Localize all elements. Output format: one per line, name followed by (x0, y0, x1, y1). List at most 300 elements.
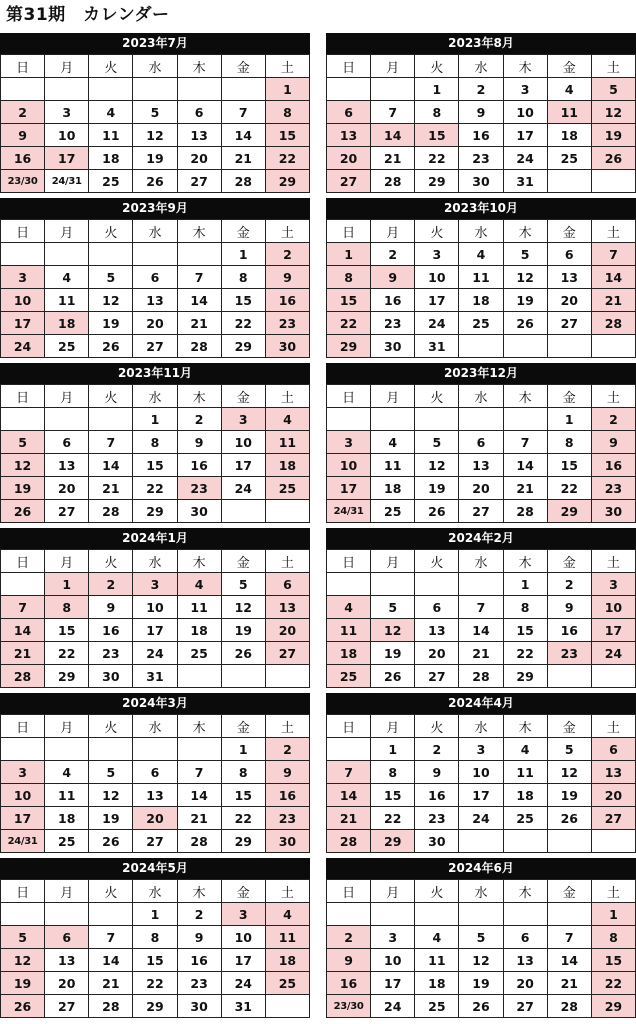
day-cell (133, 243, 177, 266)
day-cell: 17 (133, 619, 177, 642)
week-row (1, 124, 310, 147)
week-row (1, 784, 310, 807)
day-cell: 26 (459, 995, 503, 1018)
holiday-day-cell: 6 (45, 926, 89, 949)
week-row (1, 995, 310, 1018)
day-cell (503, 830, 547, 853)
day-cell: 26 (89, 830, 133, 853)
day-cell (89, 243, 133, 266)
day-cell: 18 (177, 619, 221, 642)
day-cell: 19 (459, 972, 503, 995)
day-cell: 12 (503, 266, 547, 289)
day-cell (177, 665, 221, 688)
day-cell: 4 (503, 738, 547, 761)
day-cell: 5 (89, 266, 133, 289)
day-cell: 6 (133, 266, 177, 289)
holiday-day-cell: 11 (547, 101, 591, 124)
week-row (1, 642, 310, 665)
holiday-day-cell: 9 (591, 431, 635, 454)
holiday-day-cell: 7 (1, 596, 45, 619)
day-cell: 6 (45, 431, 89, 454)
month-calendar (326, 33, 636, 196)
day-cell: 25 (177, 642, 221, 665)
day-cell (133, 78, 177, 101)
day-cell: 21 (503, 477, 547, 500)
day-cell: 23 (371, 312, 415, 335)
weekday-header-row (1, 880, 310, 903)
day-cell: 22 (45, 642, 89, 665)
week-row (327, 995, 636, 1018)
weekday-header: 火 (89, 880, 133, 903)
day-cell: 1 (415, 78, 459, 101)
holiday-day-cell: 1 (45, 573, 89, 596)
day-cell: 2 (459, 78, 503, 101)
holiday-day-cell: 23 (177, 477, 221, 500)
day-cell: 4 (547, 78, 591, 101)
day-cell: 18 (89, 147, 133, 170)
weekday-header-row (1, 55, 310, 78)
day-cell (1, 573, 45, 596)
day-cell: 19 (89, 807, 133, 830)
day-cell: 24 (221, 477, 265, 500)
day-cell: 29 (415, 170, 459, 193)
day-cell (547, 903, 591, 926)
day-cell: 11 (415, 949, 459, 972)
day-cell: 19 (133, 147, 177, 170)
day-cell (503, 903, 547, 926)
day-cell: 5 (415, 431, 459, 454)
weekday-header-row (327, 385, 636, 408)
month-table (326, 219, 636, 358)
day-cell: 2 (177, 903, 221, 926)
day-cell: 7 (371, 101, 415, 124)
calendar-grid (0, 33, 636, 1021)
day-cell: 7 (177, 761, 221, 784)
day-cell: 4 (415, 926, 459, 949)
day-cell: 2 (547, 573, 591, 596)
day-cell: 12 (459, 949, 503, 972)
week-row (1, 761, 310, 784)
month-title: 2023年11月 (0, 363, 310, 384)
weekday-header: 日 (1, 550, 45, 573)
day-cell: 5 (459, 926, 503, 949)
weekday-header: 日 (327, 55, 371, 78)
weekday-header: 木 (177, 220, 221, 243)
day-cell: 11 (371, 454, 415, 477)
weekday-header: 金 (221, 715, 265, 738)
weekday-header: 水 (133, 55, 177, 78)
holiday-day-cell: 17 (1, 807, 45, 830)
day-cell (89, 408, 133, 431)
day-cell: 11 (459, 266, 503, 289)
day-cell (371, 573, 415, 596)
day-cell: 13 (459, 454, 503, 477)
weekday-header: 日 (1, 385, 45, 408)
holiday-day-cell: 8 (45, 596, 89, 619)
week-row (327, 335, 636, 358)
holiday-day-cell: 18 (45, 312, 89, 335)
month-table (326, 384, 636, 523)
holiday-day-cell: 4 (265, 408, 309, 431)
week-row (327, 454, 636, 477)
holiday-day-cell: 26 (1, 500, 45, 523)
day-cell: 13 (45, 454, 89, 477)
holiday-day-cell: 9 (265, 266, 309, 289)
day-cell: 7 (547, 926, 591, 949)
month-title: 2023年7月 (0, 33, 310, 54)
week-row (1, 170, 310, 193)
week-row (1, 738, 310, 761)
day-cell: 24 (415, 312, 459, 335)
holiday-day-cell: 2 (89, 573, 133, 596)
day-cell: 16 (177, 949, 221, 972)
day-cell: 1 (221, 738, 265, 761)
day-cell (45, 78, 89, 101)
day-cell: 7 (503, 431, 547, 454)
holiday-day-cell: 9 (265, 761, 309, 784)
day-cell: 24 (503, 147, 547, 170)
weekday-header-row (327, 220, 636, 243)
holiday-day-cell: 20 (265, 619, 309, 642)
holiday-day-cell: 14 (1, 619, 45, 642)
holiday-day-cell: 22 (591, 972, 635, 995)
holiday-day-cell: 23 (547, 642, 591, 665)
weekday-header: 日 (327, 550, 371, 573)
week-row (1, 78, 310, 101)
day-cell: 11 (177, 596, 221, 619)
month-calendar (326, 198, 636, 361)
day-cell (1, 738, 45, 761)
page-title: 第31期 カレンダー (6, 5, 170, 25)
holiday-day-cell: 4 (177, 573, 221, 596)
day-cell: 15 (547, 454, 591, 477)
month-table (0, 714, 310, 853)
holiday-day-cell: 21 (591, 289, 635, 312)
weekday-header: 土 (265, 385, 309, 408)
week-row (327, 642, 636, 665)
day-cell: 1 (133, 903, 177, 926)
day-cell: 20 (503, 972, 547, 995)
day-cell: 6 (133, 761, 177, 784)
weekday-header: 木 (177, 880, 221, 903)
holiday-day-cell: 22 (265, 147, 309, 170)
day-cell (415, 903, 459, 926)
holiday-day-cell: 18 (265, 949, 309, 972)
day-cell: 8 (221, 266, 265, 289)
day-cell: 3 (45, 101, 89, 124)
weekday-header: 月 (371, 550, 415, 573)
day-cell: 14 (503, 454, 547, 477)
month-table (326, 714, 636, 853)
day-cell: 29 (133, 500, 177, 523)
weekday-header: 日 (327, 715, 371, 738)
day-cell: 20 (45, 477, 89, 500)
month-title: 2023年8月 (326, 33, 636, 54)
day-cell: 21 (177, 312, 221, 335)
weekday-header: 水 (459, 550, 503, 573)
holiday-day-cell: 8 (265, 101, 309, 124)
day-cell: 22 (547, 477, 591, 500)
day-cell: 13 (415, 619, 459, 642)
day-cell: 22 (415, 147, 459, 170)
holiday-day-cell: 14 (327, 784, 371, 807)
day-cell: 17 (221, 949, 265, 972)
month-calendar (326, 363, 636, 526)
day-cell: 15 (221, 289, 265, 312)
day-cell: 26 (371, 665, 415, 688)
day-cell: 4 (371, 431, 415, 454)
day-cell (591, 335, 635, 358)
day-cell: 13 (45, 949, 89, 972)
day-cell: 21 (89, 972, 133, 995)
day-cell: 25 (371, 500, 415, 523)
holiday-day-cell: 25 (327, 665, 371, 688)
holiday-day-cell: 29 (327, 335, 371, 358)
day-cell: 1 (503, 573, 547, 596)
weekday-header-row (1, 220, 310, 243)
day-cell: 29 (221, 830, 265, 853)
holiday-day-cell: 23/30 (327, 995, 371, 1018)
day-cell: 13 (177, 124, 221, 147)
day-cell: 17 (415, 289, 459, 312)
day-cell: 30 (459, 170, 503, 193)
weekday-header: 日 (1, 220, 45, 243)
holiday-day-cell: 18 (265, 454, 309, 477)
day-cell (89, 903, 133, 926)
day-cell (547, 335, 591, 358)
weekday-header: 土 (265, 220, 309, 243)
weekday-header: 火 (89, 220, 133, 243)
holiday-day-cell: 12 (1, 949, 45, 972)
week-row (327, 477, 636, 500)
day-cell (371, 78, 415, 101)
week-row (327, 170, 636, 193)
day-cell: 19 (547, 784, 591, 807)
holiday-day-cell: 26 (1, 995, 45, 1018)
day-cell (133, 738, 177, 761)
day-cell: 16 (177, 454, 221, 477)
week-row (1, 573, 310, 596)
day-cell: 7 (221, 101, 265, 124)
holiday-day-cell: 1 (327, 243, 371, 266)
weekday-header: 金 (221, 220, 265, 243)
day-cell: 16 (89, 619, 133, 642)
day-cell (221, 665, 265, 688)
holiday-day-cell: 4 (327, 596, 371, 619)
week-row (327, 243, 636, 266)
day-cell: 20 (415, 642, 459, 665)
day-cell: 14 (89, 949, 133, 972)
holiday-day-cell: 10 (1, 289, 45, 312)
holiday-day-cell: 30 (265, 830, 309, 853)
day-cell (45, 243, 89, 266)
day-cell: 9 (89, 596, 133, 619)
week-row (1, 477, 310, 500)
week-row (1, 972, 310, 995)
day-cell: 14 (547, 949, 591, 972)
day-cell: 14 (177, 784, 221, 807)
day-cell: 22 (133, 972, 177, 995)
month-calendar (0, 363, 310, 526)
day-cell: 20 (177, 147, 221, 170)
day-cell: 31 (221, 995, 265, 1018)
day-cell: 25 (89, 170, 133, 193)
day-cell: 24 (221, 972, 265, 995)
day-cell: 10 (221, 431, 265, 454)
day-cell: 23 (177, 972, 221, 995)
month-title: 2024年2月 (326, 528, 636, 549)
month-calendar (0, 693, 310, 856)
weekday-header-row (327, 550, 636, 573)
holiday-day-cell: 17 (327, 477, 371, 500)
day-cell (1, 243, 45, 266)
day-cell: 11 (45, 784, 89, 807)
month-table (0, 219, 310, 358)
holiday-day-cell: 1 (591, 903, 635, 926)
day-cell: 23 (89, 642, 133, 665)
day-cell (265, 995, 309, 1018)
holiday-day-cell: 21 (327, 807, 371, 830)
day-cell: 12 (133, 124, 177, 147)
day-cell: 27 (503, 995, 547, 1018)
day-cell (89, 78, 133, 101)
day-cell: 4 (45, 266, 89, 289)
day-cell: 8 (133, 431, 177, 454)
holiday-day-cell: 25 (265, 972, 309, 995)
week-row (327, 665, 636, 688)
day-cell: 15 (45, 619, 89, 642)
holiday-day-cell: 22 (327, 312, 371, 335)
week-row (1, 289, 310, 312)
day-cell: 14 (459, 619, 503, 642)
day-cell: 3 (371, 926, 415, 949)
holiday-day-cell: 3 (133, 573, 177, 596)
day-cell: 24 (371, 995, 415, 1018)
week-row (1, 266, 310, 289)
day-cell: 5 (133, 101, 177, 124)
holiday-day-cell: 12 (591, 101, 635, 124)
holiday-day-cell: 23 (591, 477, 635, 500)
month-table (0, 384, 310, 523)
day-cell: 30 (371, 335, 415, 358)
day-cell: 24 (133, 642, 177, 665)
day-cell: 1 (133, 408, 177, 431)
day-cell: 17 (459, 784, 503, 807)
holiday-day-cell: 8 (591, 926, 635, 949)
weekday-header-row (327, 715, 636, 738)
day-cell: 28 (221, 170, 265, 193)
holiday-day-cell: 20 (327, 147, 371, 170)
weekday-header: 土 (265, 55, 309, 78)
holiday-day-cell: 16 (327, 972, 371, 995)
day-cell (177, 78, 221, 101)
week-row (1, 596, 310, 619)
day-cell: 19 (221, 619, 265, 642)
weekday-header-row (1, 715, 310, 738)
day-cell: 26 (89, 335, 133, 358)
holiday-day-cell: 2 (327, 926, 371, 949)
weekday-header: 日 (327, 880, 371, 903)
day-cell: 13 (503, 949, 547, 972)
day-cell: 18 (547, 124, 591, 147)
weekday-header: 水 (133, 880, 177, 903)
weekday-header: 火 (415, 385, 459, 408)
week-row (1, 949, 310, 972)
day-cell (547, 830, 591, 853)
day-cell: 25 (459, 312, 503, 335)
weekday-header: 月 (45, 880, 89, 903)
week-row (1, 903, 310, 926)
day-cell: 7 (89, 431, 133, 454)
holiday-day-cell: 10 (1, 784, 45, 807)
day-cell (371, 408, 415, 431)
day-cell: 31 (133, 665, 177, 688)
day-cell: 3 (459, 738, 503, 761)
week-row (1, 243, 310, 266)
day-cell: 29 (133, 995, 177, 1018)
week-row (327, 101, 636, 124)
month-calendar (326, 858, 636, 1021)
holiday-day-cell: 5 (591, 78, 635, 101)
day-cell: 18 (415, 972, 459, 995)
day-cell: 27 (133, 830, 177, 853)
day-cell (503, 335, 547, 358)
weekday-header: 土 (591, 55, 635, 78)
day-cell: 22 (133, 477, 177, 500)
day-cell (459, 830, 503, 853)
day-cell: 21 (371, 147, 415, 170)
day-cell: 11 (503, 761, 547, 784)
day-cell: 3 (503, 78, 547, 101)
weekday-header: 金 (547, 880, 591, 903)
day-cell (459, 573, 503, 596)
holiday-day-cell: 10 (327, 454, 371, 477)
day-cell: 16 (371, 289, 415, 312)
day-cell: 14 (89, 454, 133, 477)
weekday-header: 金 (221, 385, 265, 408)
day-cell: 4 (89, 101, 133, 124)
weekday-header: 水 (133, 550, 177, 573)
day-cell: 19 (371, 642, 415, 665)
holiday-day-cell: 16 (591, 454, 635, 477)
holiday-day-cell: 21 (1, 642, 45, 665)
day-cell: 23 (459, 147, 503, 170)
day-cell: 11 (89, 124, 133, 147)
day-cell: 15 (133, 949, 177, 972)
day-cell (45, 408, 89, 431)
holiday-day-cell: 17 (1, 312, 45, 335)
month-calendar (0, 858, 310, 1021)
holiday-day-cell: 5 (1, 431, 45, 454)
day-cell: 2 (371, 243, 415, 266)
holiday-day-cell: 27 (265, 642, 309, 665)
day-cell: 28 (547, 995, 591, 1018)
day-cell: 15 (221, 784, 265, 807)
weekday-header: 木 (177, 55, 221, 78)
holiday-day-cell: 11 (327, 619, 371, 642)
holiday-day-cell: 30 (265, 335, 309, 358)
day-cell: 19 (415, 477, 459, 500)
weekday-header: 水 (133, 220, 177, 243)
day-cell: 18 (459, 289, 503, 312)
weekday-header: 金 (547, 220, 591, 243)
weekday-header: 木 (503, 220, 547, 243)
holiday-day-cell: 3 (327, 431, 371, 454)
weekday-header: 火 (89, 550, 133, 573)
day-cell: 2 (415, 738, 459, 761)
day-cell (327, 78, 371, 101)
weekday-header: 金 (547, 715, 591, 738)
